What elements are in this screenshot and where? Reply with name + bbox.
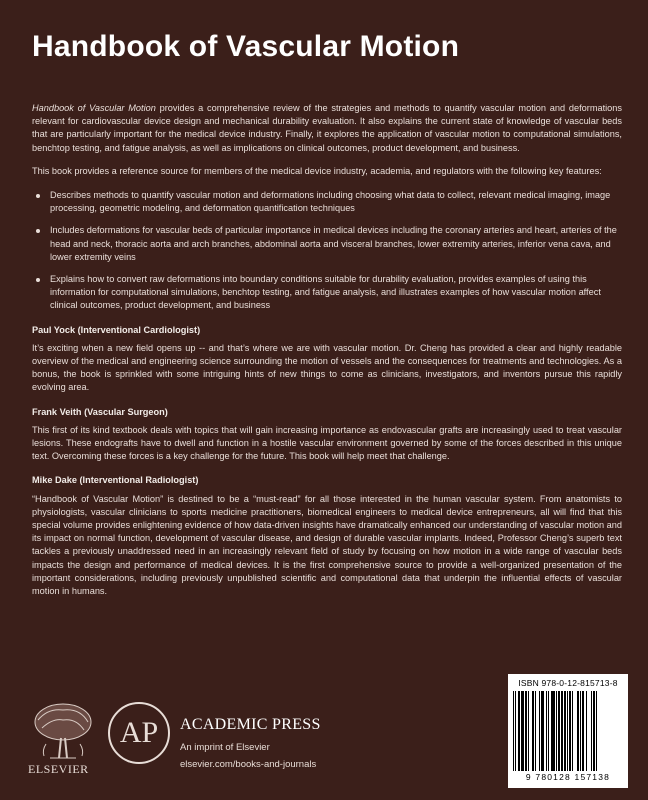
intro-text: provides a comprehensive review of the strategies and methods to quantify vascular motion and deformations relevant for cardiovascular device design and mechanical durability evaluation. It also explains the current state of knowledge of vascular beds that are particularly important for the medical device industry. Finally, it explores the application of vascular motion to computational simulations, benchtop testing, and fatigue analysis, as well as implications on clinical outcomes, product development, and business. [32,103,622,153]
book-title: Handbook of Vascular Motion [32,30,460,63]
back-cover-text [32,102,622,609]
reviewer-name: Paul Yock (Interventional Cardiologist) [32,324,201,335]
review-text: This first of its kind textbook deals with topics that will gain increasing importance as endovascular grafts are increasingly used to treat vascular lesions. These endografts have to dwell and function in a hostile vascular environment governed by some of the forces described in this unique text. Overcoming these forces is a key challenge for the future. This book will help meet that challenge. [32,424,622,462]
features-lead: This book provides a reference source for members of the medical device industry, academia, and regulators with the following key features: [32,165,602,176]
review-text: It’s exciting when a new field opens up -- and that’s where we are with vascular motion. Dr. Cheng has provided a clear and highly readable overview of the medical and engineering science surrounding the motion of vessels and the consequences for treatments and technologies. As a bonus, the book is sprinkled with some intriguing hints of new things to come as clinicians, investigators, and inventors pursue this rapidly evolving area. [32,342,622,393]
feature-item: Includes deformations for vascular beds of particular importance in medical devices including the coronary arteries and heart, arteries of the head and neck, thoracic aorta and arch branches, abdominal aorta and visceral branches, lower extremity arteries, inferior vena cava, and lower extremity veins [32,224,622,264]
reviewer-name: Frank Veith (Vascular Surgeon) [32,406,168,417]
review-text: “Handbook of Vascular Motion” is destined to be a “must-read” for all those interested in the human vascular system. From anatomists to physiologists, vascular clinicians to sports medicine practitioners, biomedical engineers to medical device entrepreneurs, all will find that this special volume provides enlightening evidence of how data-driven insights have dramatically enhanced our understanding of vascular motion and its impact on normal function, development of vascular disease, and design of durable vascular implants. Indeed, Professor Cheng’s superb text tackles a previously unaddressed need in an increasingly relevant field of study by focusing on how motion in a wide range of vascular beds impacts the design and performance of medical devices. It is the first comprehensive source to provide a well-organized presentation of the important considerations, including previously unpublished scientific and computational data that underpin the influential effects of vascular motion in humans. [32,493,622,597]
publisher-name: ACADEMIC PRESS [180,716,321,733]
academic-press-logo [108,702,170,764]
feature-item: Explains how to convert raw deformations into boundary conditions suitable for durability evaluation, provides examples of using this information for computational simulations, benchtop testing, and fatigue analysis, and illustrates examples of how vascular motion affect clinical outcomes, product development, and business [32,273,622,313]
elsevier-wordmark: ELSEVIER [28,762,89,776]
publisher-url: elsevier.com/books-and-journals [180,759,317,770]
reviewer-name: Mike Dake (Interventional Radiologist) [32,475,199,486]
barcode-bars [513,691,623,771]
barcode-bar [597,691,598,771]
barcode-box [508,674,628,788]
barcode-number: 9 780128 157138 [525,772,611,782]
ap-monogram: AP [119,716,159,749]
intro-book-title: Handbook of Vascular Motion [32,103,156,113]
isbn-label: ISBN 978-0-12-815713-8 [518,678,618,688]
intro-paragraph [32,102,622,155]
publisher-imprint: An imprint of Elsevier [180,742,270,753]
features-list [32,189,622,313]
feature-item: Describes methods to quantify vascular motion and deformations including choosing what data to collect, relevant medical imaging, image processing, geometric modeling, and deformation quantification techniques [32,189,622,215]
